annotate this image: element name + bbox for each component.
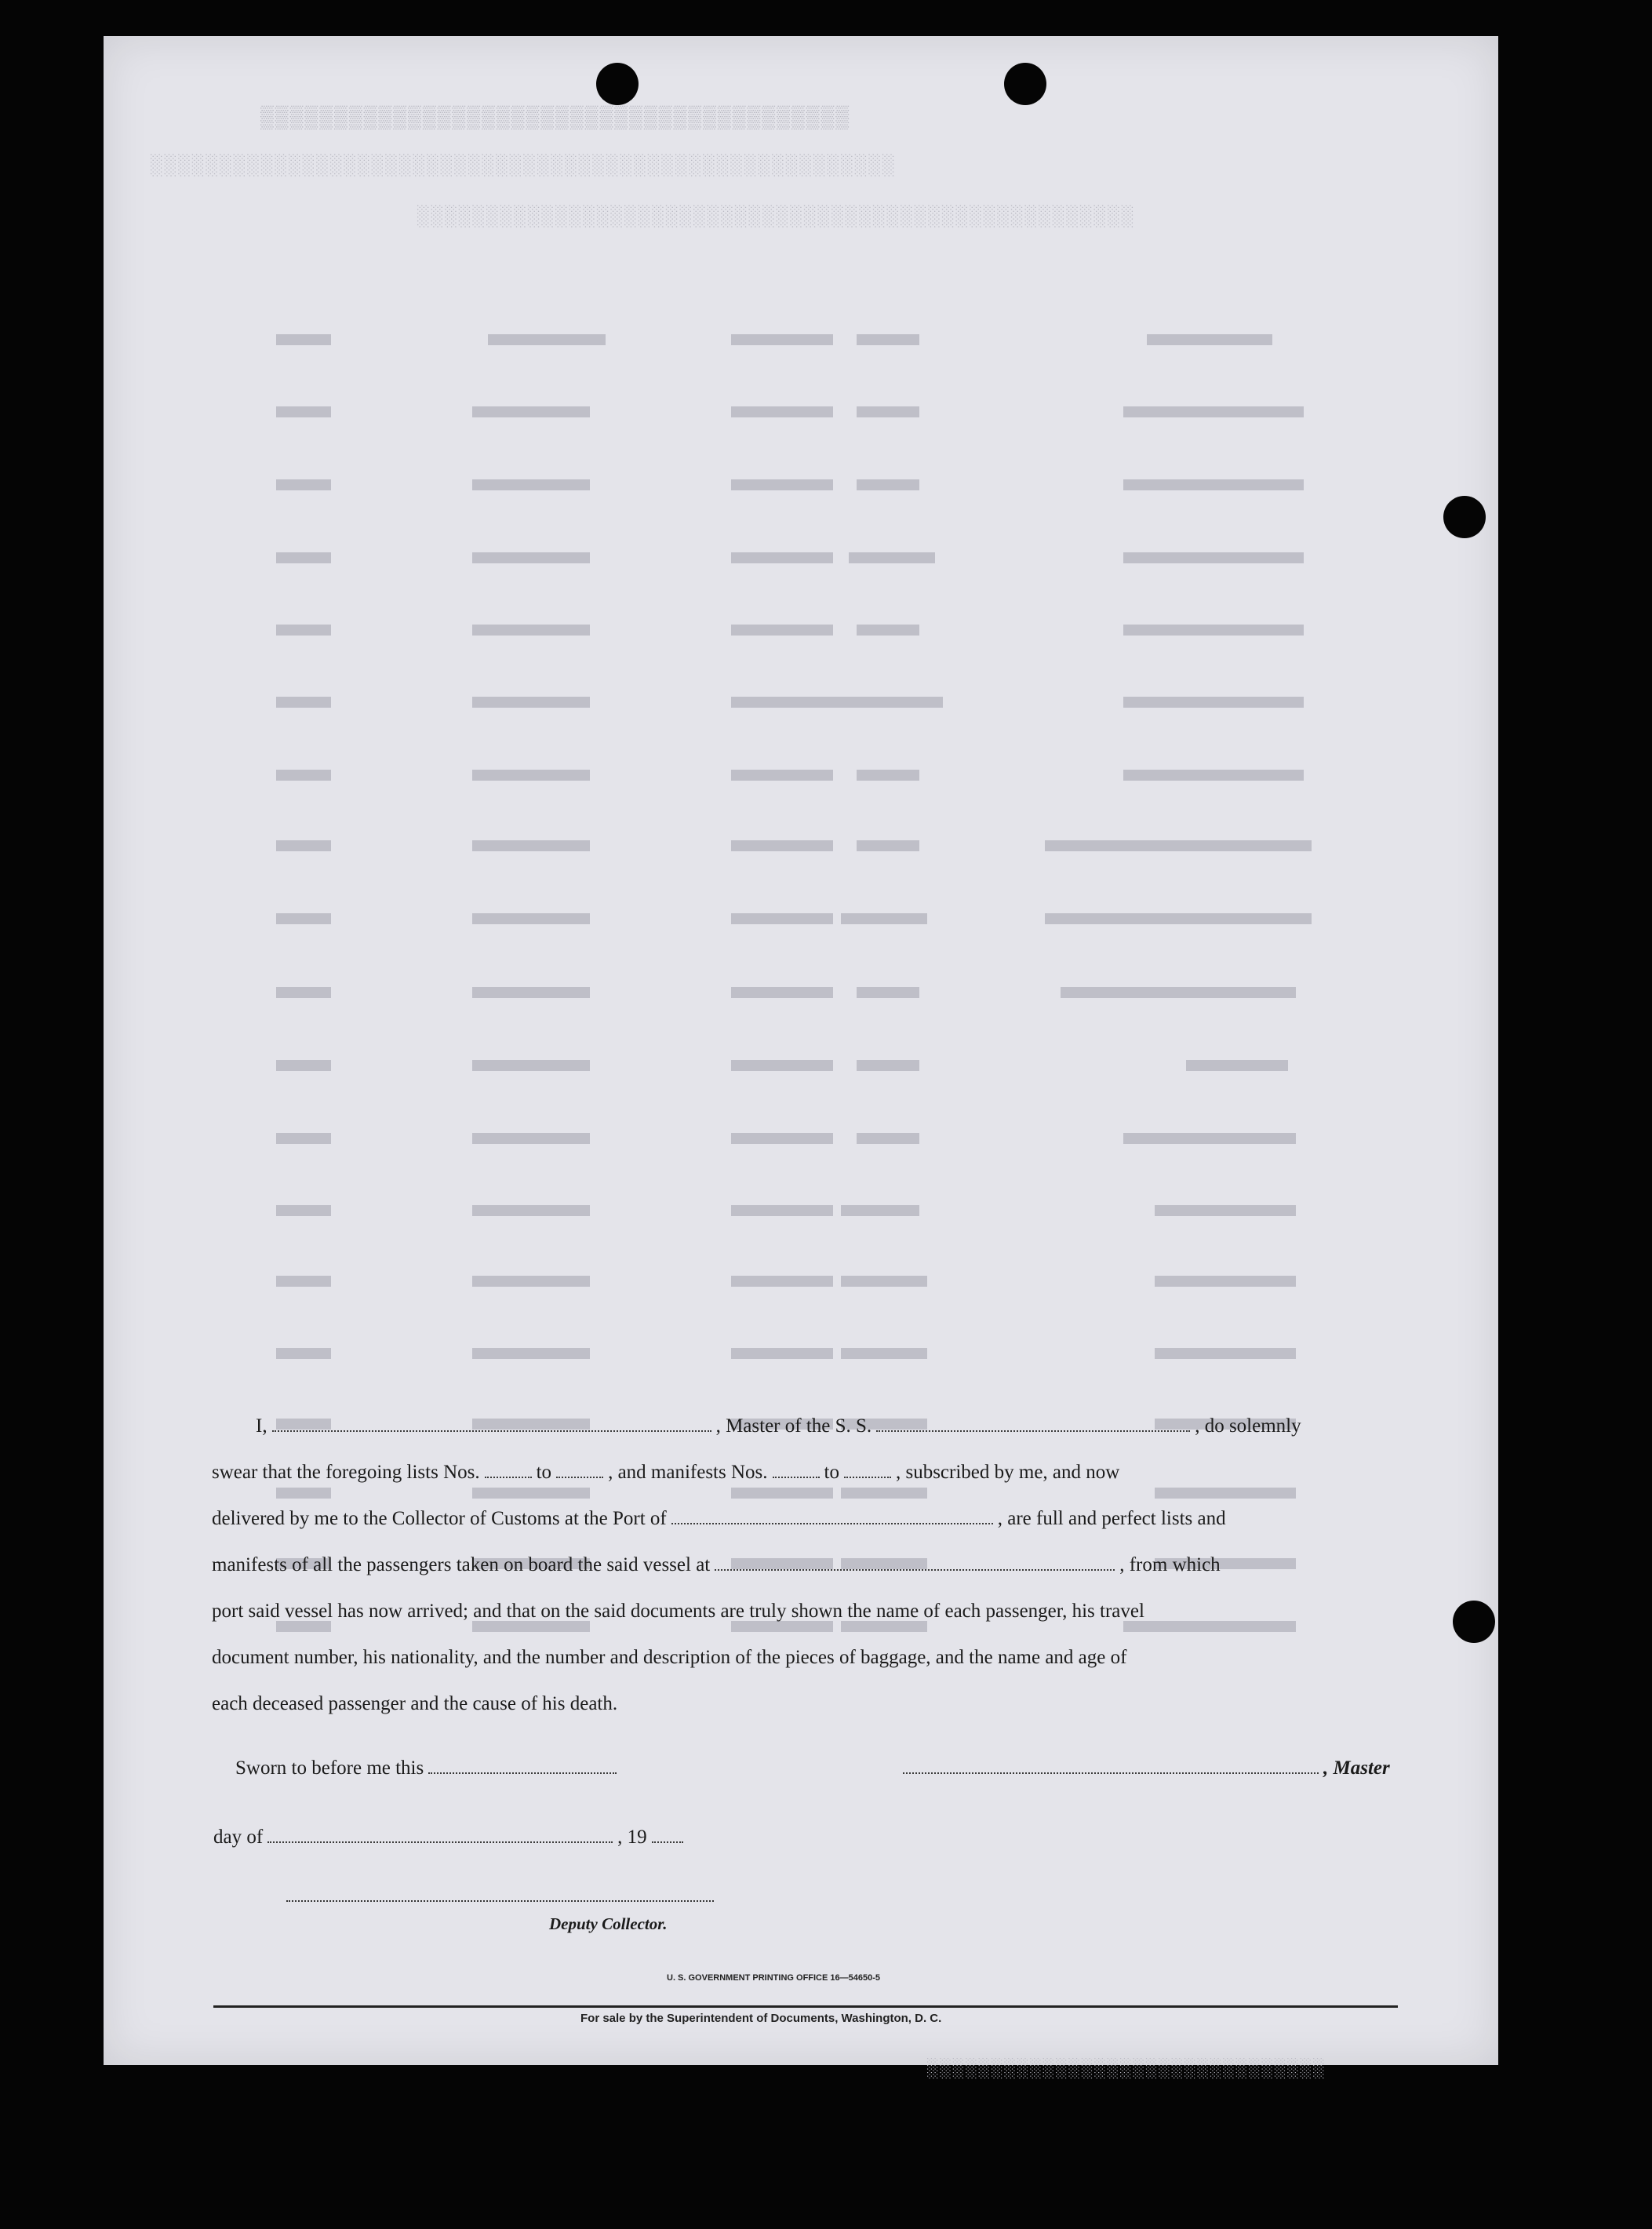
- bleed-through-header: ░░░░░░░░░░░░░░░░░░░░░░░░░░░░░░░░░░░░░░░░░░░░░░░░░░░░░░: [151, 154, 897, 177]
- oath-text: , Master of the S. S.: [715, 1415, 872, 1437]
- punch-hole: [1004, 63, 1046, 105]
- day-line: [213, 1827, 688, 1848]
- sale-note: For sale by the Superintendent of Documents, Washington, D. C.: [580, 2012, 942, 2025]
- master-label: , Master: [1323, 1757, 1390, 1779]
- punch-hole: [1443, 496, 1486, 538]
- oath-text: manifests of all the passengers taken on board the said vessel at: [212, 1554, 711, 1575]
- port-blank: [671, 1509, 993, 1524]
- year-blank: [652, 1827, 683, 1843]
- manifest-to-blank: [844, 1462, 891, 1478]
- deputy-line: [286, 1900, 714, 1903]
- vessel-blank: [876, 1416, 1190, 1432]
- deputy-text: Deputy Collector.: [549, 1914, 668, 1933]
- oath-text: , subscribed by me, and now: [895, 1462, 1120, 1483]
- bleed-through-stamp: ░░░░░░░░░░░░░░░░░░░░░░░░░░░░░░░: [927, 2059, 1326, 2080]
- oath-text: to: [824, 1462, 839, 1483]
- manifest-from-blank: [773, 1462, 820, 1478]
- oath-line-6: document number, his nationality, and the number and description of the pieces of baggage, and the name and age of: [212, 1647, 1127, 1668]
- embark-port-blank: [715, 1555, 1115, 1571]
- oath-text: swear that the foregoing lists Nos.: [212, 1462, 480, 1483]
- oath-line-5: port said vessel has now arrived; and that on the said documents are truly shown the name of each passenger, his travel: [212, 1601, 1144, 1622]
- printing-office-note: U. S. GOVERNMENT PRINTING OFFICE 16—54650-5: [667, 1973, 881, 1983]
- bleed-through-header: ░░░░░░░░░░░░░░░░░░░░░░░░░░░░░░░░░░░░░░░░░░░░░░░░░░░░: [417, 205, 1136, 228]
- sworn-day-blank: [428, 1758, 617, 1774]
- oath-text: , do solemnly: [1195, 1415, 1301, 1437]
- oath-line-7: each deceased passenger and the cause of his death.: [212, 1693, 618, 1714]
- list-from-blank: [485, 1462, 532, 1478]
- oath-text: , are full and perfect lists and: [997, 1508, 1226, 1529]
- bleed-through-header: ▒▒▒▒▒▒▒▒▒▒▒▒▒▒▒▒▒▒▒▒▒▒▒▒▒▒▒▒▒▒▒▒▒▒▒▒▒▒▒▒: [260, 107, 851, 131]
- footer-rule: [213, 2005, 1398, 2008]
- master-signature-blank: [903, 1758, 1319, 1774]
- sworn-label: Sworn to before me this: [235, 1757, 424, 1779]
- punch-hole: [1453, 1601, 1495, 1643]
- oath-line-4: [212, 1542, 1396, 1588]
- month-blank: [267, 1827, 613, 1843]
- name-blank: [272, 1416, 711, 1432]
- master-line: [898, 1757, 1390, 1779]
- oath-text: , and manifests Nos.: [608, 1462, 768, 1483]
- oath-line-2: [212, 1449, 1396, 1495]
- sworn-line: [235, 1757, 621, 1779]
- punch-hole: [596, 63, 639, 105]
- day-of-label: day of: [213, 1827, 264, 1848]
- deputy-collector-label: [549, 1914, 668, 1934]
- oath-text: , from which: [1119, 1554, 1221, 1575]
- oath-text: I,: [256, 1415, 267, 1437]
- oath-text: to: [536, 1462, 552, 1483]
- oath-line-3: [212, 1495, 1396, 1542]
- oath-text: delivered by me to the Collector of Customs at the Port of: [212, 1508, 667, 1529]
- list-to-blank: [556, 1462, 603, 1478]
- year-label: , 19: [617, 1827, 647, 1848]
- oath-line-1: [212, 1403, 1396, 1449]
